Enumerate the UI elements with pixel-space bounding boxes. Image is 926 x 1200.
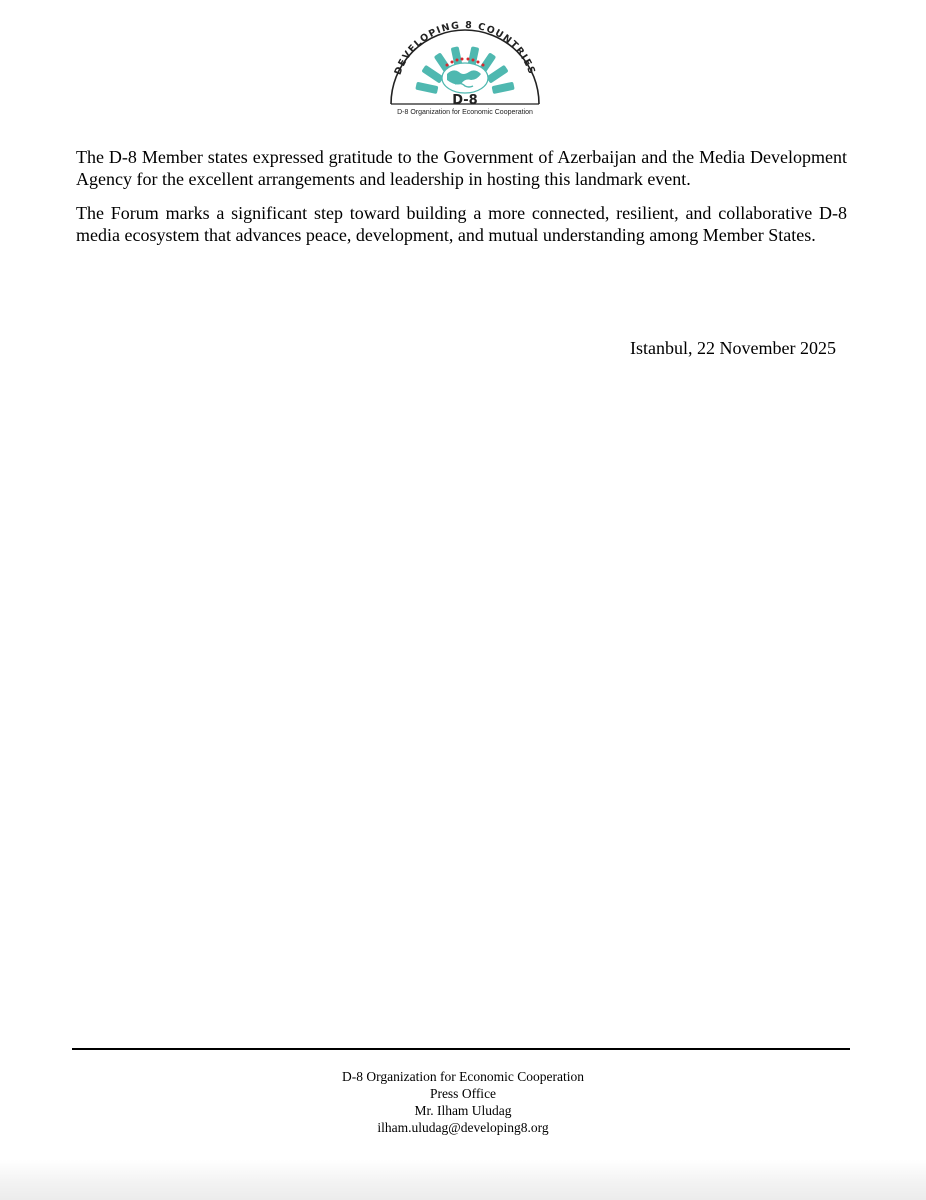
d8-logo [385, 12, 545, 118]
footer-email: ilham.uludag@developing8.org [377, 1120, 549, 1135]
logo-arc-text: DEVELOPING 8 COUNTRIES [392, 19, 538, 77]
footer-contact-name: Mr. Ilham Uludag [414, 1103, 512, 1118]
paragraph-gratitude: The D-8 Member states expressed gratitude to the Government of Azerbaijan and the Media Development Agency for the excellent arrangements and leadership in hosting this landmark event. [76, 147, 847, 189]
dateline: Istanbul, 22 November 2025 [630, 338, 836, 358]
page-bottom-shadow [0, 1160, 926, 1200]
globe-icon [442, 63, 488, 93]
footer-office: Press Office [429, 1086, 497, 1101]
footer-divider [72, 1048, 850, 1050]
press-release-body [76, 146, 847, 258]
footer-organization: D-8 Organization for Economic Cooperation [342, 1069, 584, 1084]
paragraph-forum: The Forum marks a significant step toward building a more connected, resilient, and collaborative D-8 media ecosystem that advances peace, development, and mutual understanding among Member States. [76, 203, 847, 245]
logo-mark: D-8 [452, 93, 478, 108]
logo-caption: D-8 Organization for Economic Cooperation [397, 109, 533, 116]
footer-contact [263, 1068, 663, 1136]
